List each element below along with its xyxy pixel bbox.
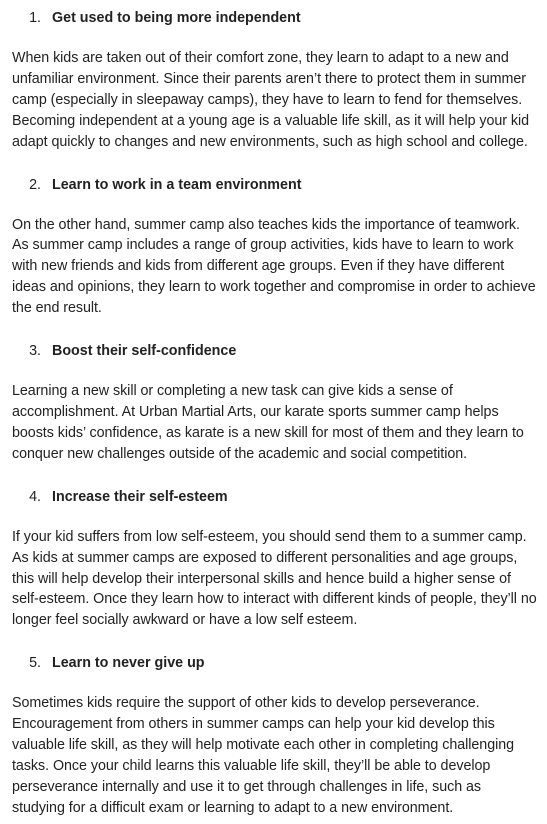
section-teamwork bbox=[12, 153, 537, 320]
list-number: 1. bbox=[29, 10, 41, 26]
section-paragraph: If your kid suffers from low self-esteem, you should send them to a summer camp. As kids at summer camps are exposed to different personalities and age groups, this will help develop their interpersonal skills and hence build a higher sense of self-esteem. Once they learn how to interact with different kinds of people, they’ll no longer feel socially awkward or have a low self esteem. bbox=[12, 528, 537, 629]
section-self-confidence bbox=[12, 319, 537, 465]
section-paragraph: When kids are taken out of their comfort zone, they learn to adapt to a new and unfamiliar environment. Since their parents aren’t there to protect them in summer camp (especially in sleepaway camps), they have to learn to fend for themselves. Becoming independent at a young age is a valuable life skill, as it will help your kid adapt quickly to changes and new environments, such as high school and college. bbox=[12, 50, 530, 150]
section-heading bbox=[12, 319, 537, 361]
section-paragraph: Learning a new skill or completing a new task can give kids a sense of accomplishment. At Urban Martial Arts, our karate sports summer camp helps boosts kids’ confidence, as karate is a new skill for most of them and they learn to conquer new challenges outside of the academic and social competition. bbox=[12, 383, 524, 462]
section-heading bbox=[12, 0, 537, 28]
section-self-esteem bbox=[12, 465, 537, 632]
list-number: 2. bbox=[29, 176, 41, 193]
section-title: Learn to never give up bbox=[52, 655, 205, 672]
list-number: 4. bbox=[29, 488, 41, 505]
section-heading bbox=[12, 631, 537, 673]
section-title: Boost their self-confidence bbox=[52, 343, 237, 360]
section-paragraph: On the other hand, summer camp also teaches kids the importance of teamwork. As summer camp includes a range of group activities, kids have to learn to work with new friends and kids from different age groups. Even if they have different ideas and opinions, they learn to work together and compromise in order to achieve the end result. bbox=[12, 216, 536, 317]
section-independent bbox=[12, 0, 537, 153]
section-title: Learn to work in a team environment bbox=[52, 176, 302, 193]
section-title: Get used to being more independent bbox=[52, 10, 301, 26]
section-heading bbox=[12, 465, 537, 507]
list-number: 3. bbox=[29, 343, 41, 360]
section-never-give-up bbox=[12, 631, 537, 818]
list-number: 5. bbox=[29, 655, 41, 672]
section-paragraph: Sometimes kids require the support of other kids to develop perseverance. Encouragement from others in summer camps can help your kid develop this valuable life skill, as they will help motivate each other in completing challenging tasks. Once your child learns this valuable life skill, they’ll be able to develop perseverance internally and use it to get through challenges in life, such as studying for a difficult exam or learning to adapt to a new environment. bbox=[12, 695, 515, 816]
section-heading bbox=[12, 153, 537, 195]
section-title: Increase their self-esteem bbox=[52, 488, 228, 505]
